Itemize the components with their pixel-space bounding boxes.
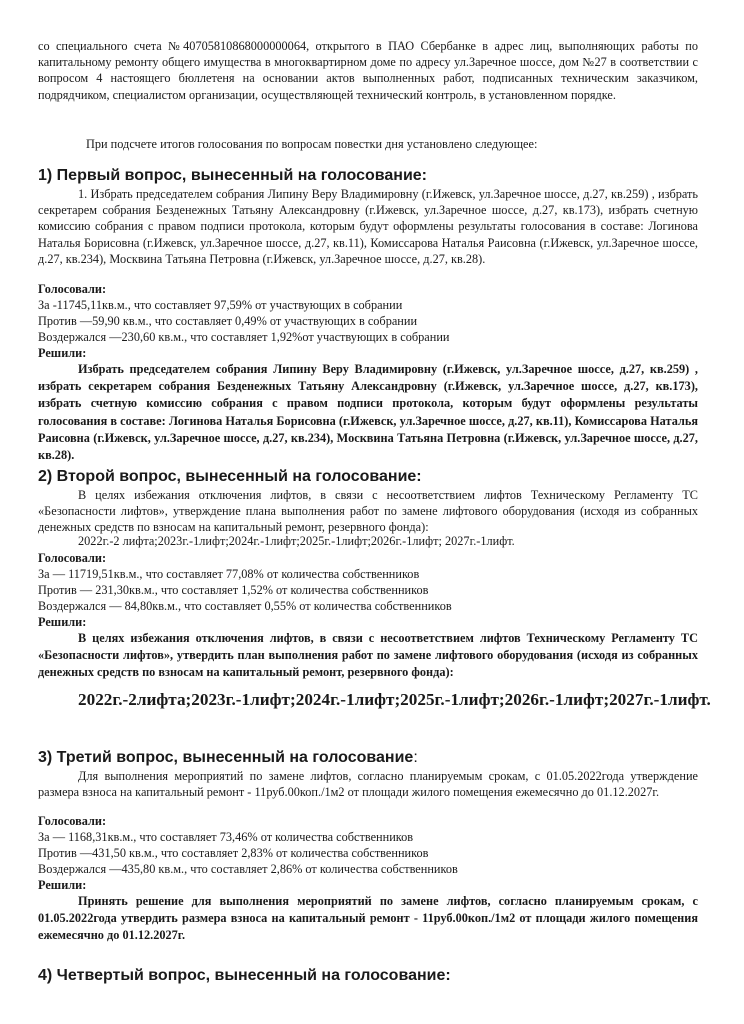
q1-vote-abstain: Воздержался —230,60 кв.м., что составляет 1,92%от участвующих в собрании xyxy=(38,330,450,344)
question-2-decision: В целях избежания отключения лифтов, в связи с несоответствием лифтов Техническому Регламенту ТС «Безопасности лифтов», утвердить план выполнения работ по замене лифтового оборудования (исходя из собранных денежных средств по взносам на капитальный ремонт, резервного фонда): xyxy=(38,631,698,680)
q3-vote-abstain: Воздержался —435,80 кв.м., что составляет 2,86% от количества собственников xyxy=(38,862,458,876)
q1-decided-label: Решили: xyxy=(38,346,87,360)
question-3-decision: Принять решение для выполнения мероприятий по замене лифтов, согласно планируемым срокам, с 01.05.2022года утвердить размера взноса на капитальный ремонт - 11руб.00коп./1м2 от площади жилого помещения ежемесячно до 01.12.2027г. xyxy=(38,894,698,943)
q3-vote-for: За — 1168,31кв.м., что составляет 73,46% от количества собственников xyxy=(38,830,414,844)
question-1-decision: Избрать председателем собрания Липину Веру Владимировну (г.Ижевск, ул.Заречное шоссе, д.27, кв.259) , избрать секретарем собрания Безденежных Татьяну Александровну (г.Ижевск, ул.Заречное шоссе, д.27, кв.173), избрать счетную комиссию собрания с правом подписи протокола, которым будут оформлены результаты голосования в составе: Логинова Наталья Борисовна (г.Ижевск, ул.Заречное шоссе, д.27, кв.11), Комиссарова Наталья Раисовна (г.Ижевск, ул.Заречное шоссе, д.27, кв.234), Москвина Татьяна Петровна (г.Ижевск, ул.Заречное шоссе, д.27, кв.28). xyxy=(38,362,698,463)
question-3-text: Для выполнения мероприятий по замене лифтов, согласно планируемым срокам, с 01.05.2022года утверждение размера взноса на капитальный ремонт - 11руб.00коп./1м2 от площади жилого помещения ежемесячно до 01.12.2027г. xyxy=(38,769,698,800)
question-2-heading: 2) Второй вопрос, вынесенный на голосование: xyxy=(38,468,422,485)
question-1-heading: 1) Первый вопрос, вынесенный на голосование: xyxy=(38,167,428,184)
summary-line: При подсчете итогов голосования по вопросам повестки дня установлено следующее: xyxy=(86,137,538,151)
q2-decided-label: Решили: xyxy=(38,615,87,629)
question-1-text: 1. Избрать председателем собрания Липину Веру Владимировну (г.Ижевск, ул.Заречное шоссе, д.27, кв.259) , избрать секретарем собрания Безденежных Татьяну Александровну (г.Ижевск, ул.Заречное шоссе, д.27, кв.173), избрать счетную комиссию собрания с правом подписи протокола, которым будут оформлены результаты голосования в составе: Логинова Наталья Борисовна (г.Ижевск, ул.Заречное шоссе, д.27, кв.11), Комиссарова Наталья Раисовна (г.Ижевск, ул.Заречное шоссе, д.27, кв.234), Москвина Татьяна Петровна (г.Ижевск, ул.Заречное шоссе, д.27, кв.28). xyxy=(38,187,698,266)
q1-voted-label: Голосовали: xyxy=(38,282,107,296)
q1-vote-for: За -11745,11кв.м., что составляет 97,59% от участвующих в собрании xyxy=(38,298,403,312)
question-2-decision-schedule: 2022г.-2лифта;2023г.-1лифт;2024г.-1лифт;2025г.-1лифт;2026г.-1лифт;2027г.-1лифт. xyxy=(78,690,711,709)
q3-vote-against: Против —431,50 кв.м., что составляет 2,83% от количества собственников xyxy=(38,846,429,860)
intro-paragraph: со специального счета №40705810868000000064, открытого в ПАО Сбербанке в адрес лиц, выполняющих работы по капитальному ремонту общего имущества в многоквартирном доме по адресу ул.Заречное шоссе, дом №27 в соответствии с вопросом 4 настоящего бюллетеня на основании актов выполненных работ, подписанных техническим заказчиком, подрядчиком, специалистом организации, осуществляющей технический контроль, в установленном порядке. xyxy=(38,39,698,102)
q3-decided-label: Решили: xyxy=(38,878,87,892)
question-3-heading xyxy=(38,748,698,768)
question-4-heading: 4) Четвертый вопрос, вынесенный на голосование: xyxy=(38,967,451,984)
q1-vote-against: Против —59,90 кв.м., что составляет 0,49% от участвующих в собрании xyxy=(38,314,418,328)
question-2-schedule: 2022г.-2 лифта;2023г.-1лифт;2024г.-1лифт;2025г.-1лифт;2026г.-1лифт; 2027г.-1лифт. xyxy=(78,534,515,548)
q2-vote-for: За — 11719,51кв.м., что составляет 77,08% от количества собственников xyxy=(38,567,420,581)
q3-voted-label: Голосовали: xyxy=(38,814,107,828)
q2-vote-abstain: Воздержался — 84,80кв.м., что составляет 0,55% от количества собственников xyxy=(38,599,452,613)
question-2-text: В целях избежания отключения лифтов, в связи с несоответствием лифтов Техническому Регламенту ТС «Безопасности лифтов», утверждение плана выполнения работ по замене лифтового оборудования (исходя из собранных денежных средств по взносам на капитальный ремонт, резервного фонда): xyxy=(38,488,698,535)
q2-voted-label: Голосовали: xyxy=(38,551,107,565)
question-3-heading-text: 3) Третий вопрос, вынесенный на голосование xyxy=(38,749,414,766)
q2-vote-against: Против — 231,30кв.м., что составляет 1,52% от количества собственников xyxy=(38,583,429,597)
question-3-heading-colon: : xyxy=(413,749,418,766)
